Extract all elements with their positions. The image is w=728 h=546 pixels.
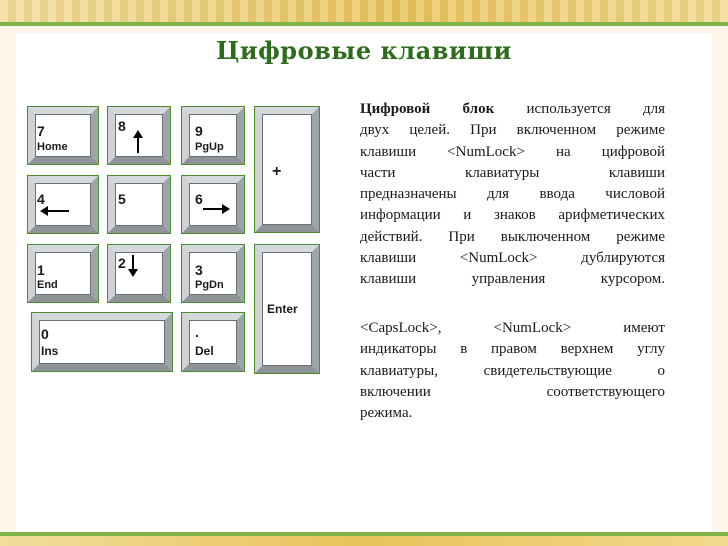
text-line: режима.: [360, 405, 413, 422]
key-2-down[interactable]: [108, 245, 170, 302]
decorative-bottom-bar: [0, 536, 728, 546]
key-2-label: 2: [118, 255, 126, 271]
key-6-right[interactable]: [182, 176, 244, 233]
text-line: информации и знаков арифметических: [360, 207, 665, 224]
key-0-label: 0: [41, 326, 49, 342]
key-dot-del[interactable]: [182, 313, 244, 371]
paragraph-lead-bold: Цифровой блок: [360, 101, 495, 117]
key-1-sublabel: End: [37, 279, 58, 291]
key-4-left[interactable]: [28, 176, 98, 233]
key-7-label: 7: [37, 123, 45, 139]
text-line: двух целей. При включенном режиме: [360, 122, 665, 139]
text-line: включении соответствующего: [360, 383, 665, 400]
key-9-sublabel: PgUp: [195, 141, 224, 153]
key-1-end[interactable]: [28, 245, 98, 302]
top-green-line: [0, 22, 728, 26]
key-0-ins[interactable]: [32, 313, 172, 371]
key-1-label: 1: [37, 262, 45, 278]
key-3-pgdn[interactable]: [182, 245, 244, 302]
key-dot-label: .: [195, 324, 199, 340]
text-line: клавиши управления курсором.: [360, 271, 665, 288]
key-9-label: 9: [195, 123, 203, 139]
key-6-label: 6: [195, 191, 203, 207]
key-8-up[interactable]: [108, 107, 170, 164]
key-plus-label: +: [272, 163, 282, 180]
key-dot-sublabel: Del: [195, 344, 214, 358]
key-0-sublabel: Ins: [41, 344, 59, 358]
text-line: индикаторы в правом верхнем углу: [360, 341, 665, 358]
key-5[interactable]: [108, 176, 170, 233]
key-8-label: 8: [118, 118, 126, 134]
description-paragraph-1: [360, 99, 665, 291]
key-enter[interactable]: [255, 245, 319, 373]
key-9-pgup[interactable]: [182, 107, 244, 164]
text-line: <CapsLock>, <NumLock> имеют: [360, 320, 665, 336]
slide-title: Цифровые клавиши: [216, 36, 512, 65]
key-enter-label: Enter: [267, 302, 298, 316]
text-line: клавиши <NumLock> дублируются: [360, 250, 665, 267]
key-plus[interactable]: [255, 107, 319, 232]
text-line: предназначены для ввода числовой: [360, 186, 665, 203]
key-5-label: 5: [118, 191, 126, 207]
text-line: используется для: [526, 101, 665, 117]
text-line: действий. При выключенном режиме: [360, 228, 665, 245]
key-7-home[interactable]: [28, 107, 98, 164]
decorative-top-bar: [0, 0, 728, 22]
text-line: клавиатуры, свидетельствующие о: [360, 362, 665, 379]
text-line: клавиши <NumLock> на цифровой: [360, 143, 665, 160]
key-7-sublabel: Home: [37, 141, 68, 153]
key-3-label: 3: [195, 262, 203, 278]
description-paragraph-2: [360, 318, 665, 424]
key-3-sublabel: PgDn: [195, 279, 224, 291]
key-4-label: 4: [37, 191, 45, 207]
text-line: части клавиатуры клавиши: [360, 164, 665, 181]
